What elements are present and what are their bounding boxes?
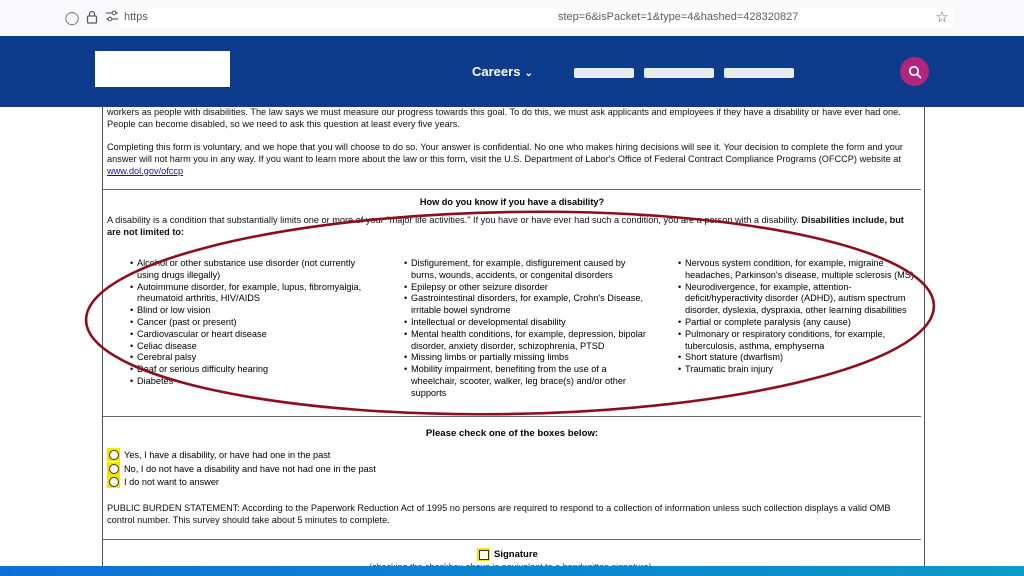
list-item: • Cancer (past or present) — [137, 317, 375, 329]
radio-circle-icon — [109, 477, 119, 487]
list-item: • Deaf or serious difficulty hearing — [137, 364, 375, 376]
shield-icon[interactable]: ◯ — [64, 10, 80, 25]
radio-yes[interactable] — [107, 448, 120, 461]
option-decline[interactable] — [107, 475, 219, 488]
list-item: • Mental health conditions, for example, depression, bipolar disorder, anxiety disorder, schizophrenia, PTSD — [411, 329, 647, 353]
option-no-label: No, I do not have a disability and have not had one in the past — [124, 463, 376, 474]
list-item: • Traumatic brain injury — [685, 364, 921, 376]
list-item: • Intellectual or developmental disability — [411, 317, 647, 329]
search-icon — [908, 65, 922, 79]
disability-form — [102, 107, 925, 576]
disability-column-3 — [675, 258, 921, 376]
lock-icon[interactable] — [84, 10, 100, 26]
option-decline-label: I do not want to answer — [124, 476, 219, 487]
nav-redacted-items[interactable] — [574, 64, 834, 80]
definition-text: A disability is a condition that substantially limits one or more of your "major life activities." If you have or have ever had such a condition, you are a person with a disability. — [107, 215, 799, 225]
logo-redacted[interactable] — [95, 51, 230, 87]
taskbar-strip — [0, 566, 1024, 576]
radio-circle-icon — [109, 450, 119, 460]
nav-careers-label: Careers — [472, 64, 521, 79]
site-header — [0, 36, 1024, 107]
browser-toolbar — [0, 0, 1024, 37]
signature-label: Signature — [494, 549, 538, 560]
public-burden-statement: PUBLIC BURDEN STATEMENT: According to the Paperwork Reduction Act of 1995 no persons are required to respond to a collection of information unless such collection displays a valid OMB control number. This survey should take about 5 minutes to complete. — [107, 503, 891, 525]
bookmark-star-icon[interactable]: ☆ — [935, 9, 949, 26]
list-item: • Neurodivergence, for example, attention-deficit/hyperactivity disorder (ADHD), autism spectrum disorder, dyslexia, dyspraxia, other learning disabilities — [685, 282, 921, 317]
option-no[interactable] — [107, 462, 376, 475]
list-item: • Gastrointestinal disorders, for example, Crohn's Disease, irritable bowel syndrome — [411, 293, 647, 317]
option-yes[interactable] — [107, 448, 330, 461]
intro-paragraph-1: workers as people with disabilities. The law says we must measure our progress towards this goal. To do this, we must ask applicants and employees if they have a disability or have ever had one. People can become disabled, so we need to ask this question at least every five years. — [107, 107, 901, 129]
list-item: • Pulmonary or respiratory conditions, for example, tuberculosis, asthma, emphysema — [685, 329, 921, 353]
nav-careers[interactable] — [472, 64, 533, 79]
list-item: • Mobility impairment, benefiting from the use of a wheelchair, scooter, walker, leg brace(s) and/or other supports — [411, 364, 647, 399]
list-item: • Disfigurement, for example, disfigurement caused by burns, wounds, accidents, or congenital disorders — [411, 258, 647, 282]
url-params: step=6&isPacket=1&type=4&hashed=428320827 — [558, 11, 799, 23]
ofccp-link[interactable]: www.dol.gov/ofccp — [107, 165, 184, 176]
radio-circle-icon — [109, 464, 119, 474]
list-item: • Missing limbs or partially missing limbs — [411, 352, 647, 364]
check-prompt: Please check one of the boxes below: — [425, 428, 599, 439]
list-item: • Cerebral palsy — [137, 352, 375, 364]
definition — [107, 215, 919, 239]
disability-column-2 — [401, 258, 647, 400]
chevron-down-icon: ⌄ — [524, 68, 533, 79]
divider — [103, 416, 921, 417]
signature-checkbox[interactable] — [477, 548, 490, 561]
radio-no[interactable] — [107, 462, 120, 475]
list-item: • Short stature (dwarfism) — [685, 352, 921, 364]
list-item: • Nervous system condition, for example, migraine headaches, Parkinson's disease, multiple sclerosis (MS) — [685, 258, 921, 282]
definition-bold: Disabilities include, but are not limited to: — [107, 215, 904, 237]
list-item: • Cardiovascular or heart disease — [137, 329, 375, 341]
list-item: • Partial or complete paralysis (any cause) — [685, 317, 921, 329]
checkbox-icon — [479, 550, 489, 560]
url-prefix: https — [124, 11, 148, 23]
divider — [103, 539, 921, 540]
list-item: • Epilepsy or other seizure disorder — [411, 282, 647, 294]
intro-paragraph-2 — [107, 142, 921, 177]
list-item: • Diabetes — [137, 376, 375, 388]
list-item: • Autoimmune disorder, for example, lupus, fibromyalgia, rheumatoid arthritis, HIV/AIDS — [137, 282, 375, 306]
divider — [103, 189, 921, 190]
list-item: • Blind or low vision — [137, 305, 375, 317]
intro-paragraph-2-text: Completing this form is voluntary, and we hope that you will choose to do so. Your answer is confidential. No one who makes hiring decisions will see it. Your decision to complete the form and your answer will not harm you in any way. If you want to learn more about the law or this form, visit the U.S. Department of Labor's Office of Federal Contract Compliance Programs (OFCCP) website at — [107, 142, 903, 164]
option-yes-label: Yes, I have a disability, or have had one in the past — [124, 449, 331, 460]
url-redacted-region — [152, 9, 558, 27]
signature-checkbox-row[interactable] — [477, 548, 538, 561]
search-button[interactable] — [900, 57, 929, 86]
list-item: • Alcohol or other substance use disorder (not currently using drugs illegally) — [137, 258, 375, 282]
radio-decline[interactable] — [107, 475, 120, 488]
disability-column-1 — [127, 258, 375, 388]
question-title: How do you know if you have a disability? — [419, 197, 605, 207]
list-item: • Celiac disease — [137, 341, 375, 353]
